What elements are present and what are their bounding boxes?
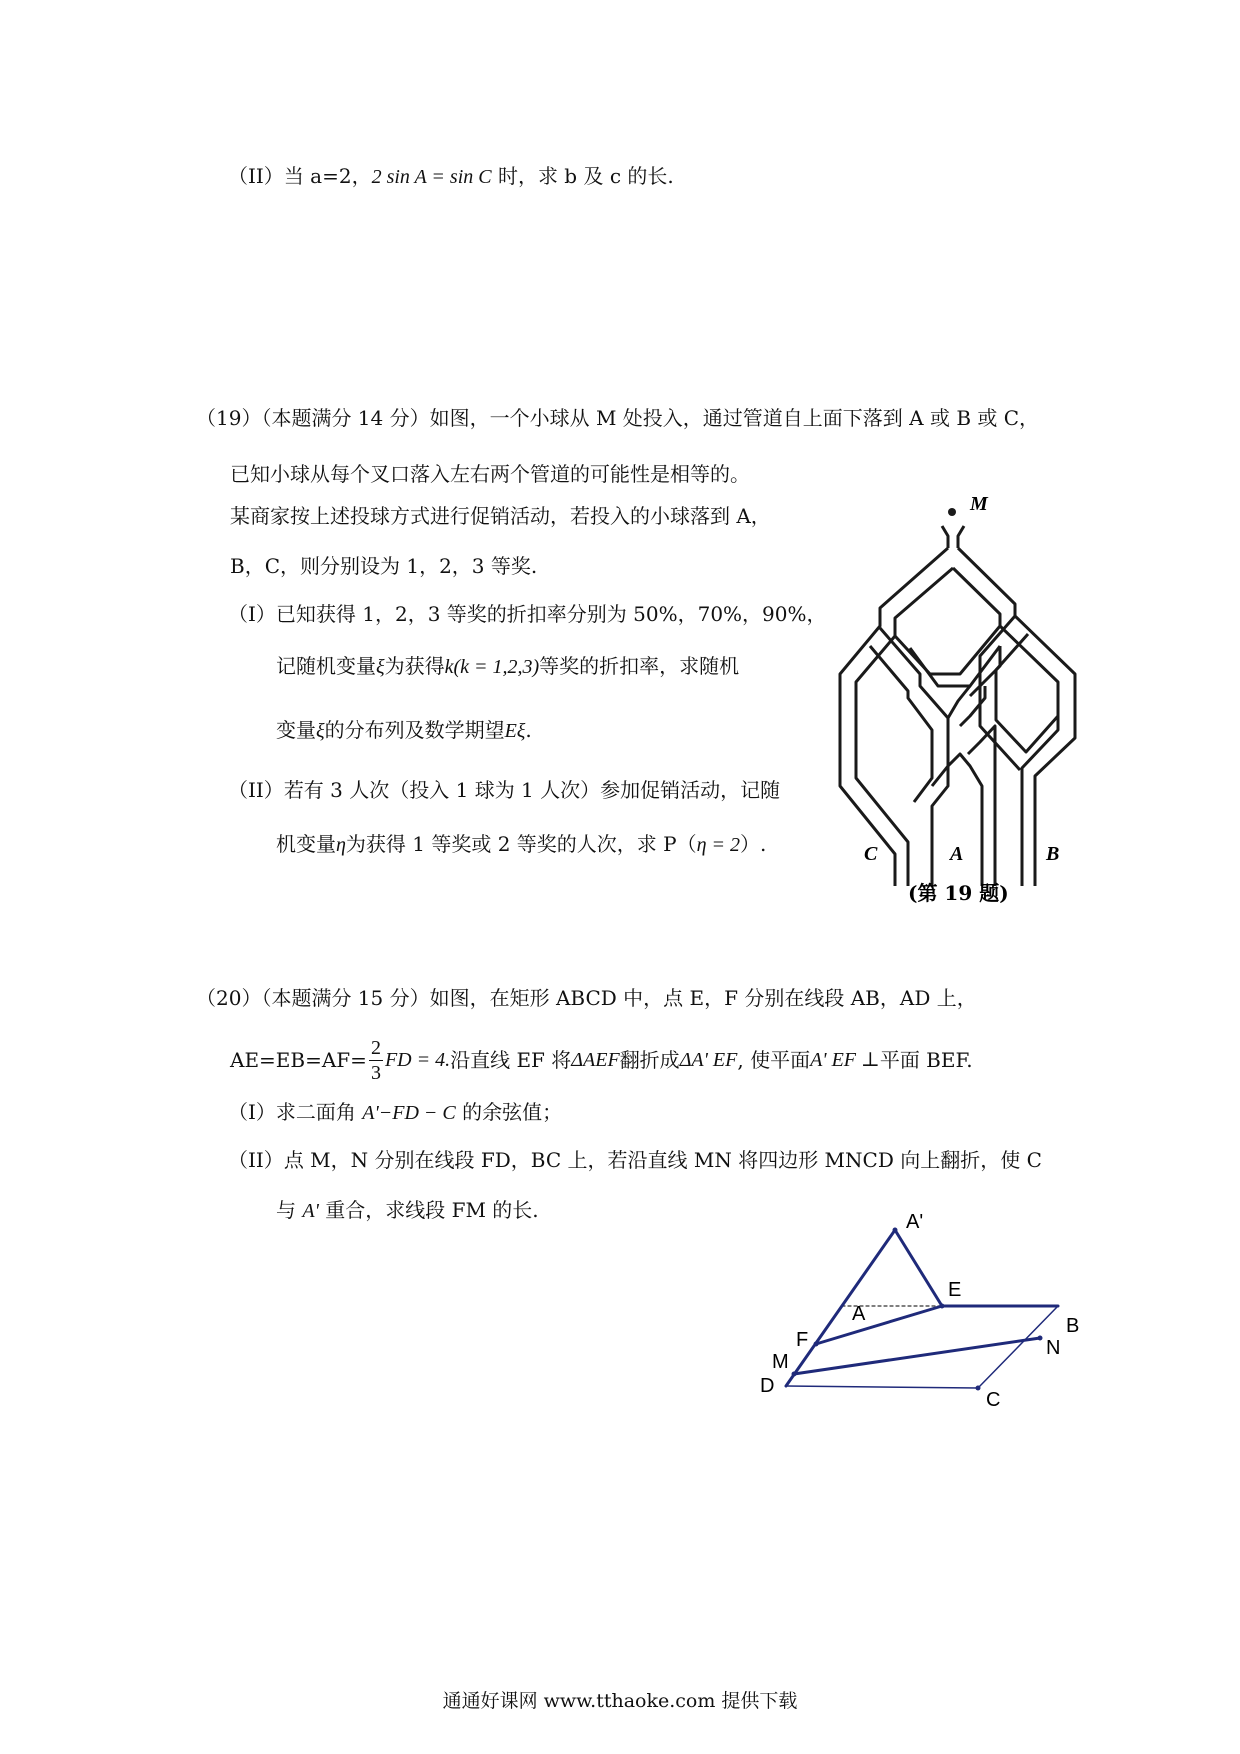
pipe-inlet-right bbox=[958, 526, 964, 548]
q20-part1-b: 的余弦值； bbox=[455, 1100, 563, 1124]
label-e: E bbox=[948, 1279, 962, 1301]
q20-part1 bbox=[228, 1098, 562, 1127]
q20-line2-c: 翻折成 bbox=[619, 1048, 680, 1072]
pipe-center-a bbox=[948, 686, 970, 718]
q19-header-text: （本题满分 14 分）如图，一个小球从 M 处投入，通过管道自上面下落到 A 或 B 或 C， bbox=[261, 406, 1040, 430]
q19-part2-line1-text: 若有 3 人次（投入 1 球为 1 人次）参加促销活动，记随 bbox=[283, 778, 781, 802]
label-c: C bbox=[986, 1389, 1001, 1411]
q20-header bbox=[196, 984, 977, 1012]
edge-aprime-e bbox=[895, 1230, 942, 1306]
q19-xi-symbol-2: ξ bbox=[316, 720, 325, 742]
prev-part2-label: （II） bbox=[228, 164, 284, 188]
pipe-inlet-left bbox=[942, 526, 948, 548]
edge-ef bbox=[816, 1306, 942, 1344]
q19-part2-line1 bbox=[228, 776, 780, 804]
q19-part1-line2-c: 等奖的折扣率，求随机 bbox=[539, 654, 740, 678]
q20-header-text: （本题满分 15 分）如图，在矩形 ABCD 中，点 E，F 分别在线段 AB，AD 上， bbox=[261, 986, 977, 1010]
label-b: B bbox=[1066, 1315, 1080, 1337]
q20-line2-a: AE=EB=AF= bbox=[230, 1048, 367, 1072]
q19-xi-symbol: ξ bbox=[376, 656, 385, 678]
q19-line4: B，C，则分别设为 1，2，3 等奖. bbox=[230, 554, 538, 578]
label-a: A bbox=[852, 1303, 866, 1325]
pipe-center-down bbox=[932, 754, 982, 886]
figure-19-caption: (第 19 题) bbox=[908, 881, 1009, 905]
q20-part2-line1-text: 点 M，N 分别在线段 FD，BC 上，若沿直线 MN 将四边形 MNCD 向上翻折，使 C bbox=[283, 1148, 1042, 1172]
label-b: B bbox=[1046, 843, 1060, 865]
point-e bbox=[940, 1304, 945, 1309]
q20-line2-fd: FD = 4. bbox=[384, 1049, 451, 1071]
q20-part2-line2-b: 重合，求线段 FM 的长. bbox=[318, 1198, 539, 1222]
prev-part2-text-a: 当 a=2， bbox=[283, 164, 372, 188]
point-m bbox=[792, 1372, 797, 1377]
q19-eta-symbol: η bbox=[336, 834, 346, 856]
q19-k-range: k(k = 1,2,3) bbox=[444, 656, 540, 678]
q19-part2-line2 bbox=[276, 830, 766, 859]
q20-frac-den: 3 bbox=[370, 1061, 381, 1084]
q20-line2-tri1: ΔAEF bbox=[571, 1049, 620, 1071]
q19-part2-line2-b: 为获得 1 等奖或 2 等奖的人次，求 P（ bbox=[345, 832, 697, 856]
q19-part1-line2-a: 记随机变量 bbox=[276, 654, 376, 678]
q19-part1-line1-text: 已知获得 1，2，3 等奖的折扣率分别为 50%，70%，90%， bbox=[275, 602, 827, 626]
q20-fraction bbox=[369, 1036, 383, 1085]
point-aprime bbox=[893, 1228, 898, 1233]
edge-mn bbox=[794, 1338, 1040, 1374]
q19-part1-line3-b: 的分布列及数学期望 bbox=[324, 718, 505, 742]
q20-number: （20） bbox=[196, 986, 262, 1010]
q20-part1-angle: A'−FD − C bbox=[362, 1102, 456, 1124]
label-a: A bbox=[950, 843, 964, 865]
prev-part2-text-b: 时，求 b 及 c 的长. bbox=[491, 164, 674, 188]
q19-part2-label: （II） bbox=[228, 778, 284, 802]
q20-line2-tri2: ΔA' EF bbox=[679, 1049, 738, 1071]
label-n: N bbox=[1046, 1337, 1061, 1359]
q20-line2-b: 沿直线 EF 将 bbox=[450, 1048, 572, 1072]
q20-frac-num: 2 bbox=[370, 1036, 381, 1059]
label-m: M bbox=[772, 1351, 789, 1373]
page-footer: 通通好课网 www.tthaoke.com 提供下载 bbox=[442, 1690, 798, 1712]
q20-line2 bbox=[230, 1030, 973, 1090]
q19-header bbox=[196, 404, 1039, 432]
q19-line3: 某商家按上述投球方式进行促销活动，若投入的小球落到 A， bbox=[230, 504, 771, 528]
q19-part1-line3-a: 变量 bbox=[276, 718, 316, 742]
label-d: D bbox=[760, 1375, 775, 1397]
point-c bbox=[976, 1386, 981, 1391]
label-c: C bbox=[864, 843, 878, 865]
q19-part1-line3-c: . bbox=[525, 718, 532, 742]
q19-pipe-figure bbox=[820, 486, 1100, 916]
pipe-inner-left bbox=[856, 568, 953, 886]
q20-part1-label: （I） bbox=[228, 1100, 276, 1124]
q19-part1-line2-b: 为获得 bbox=[384, 654, 445, 678]
q19-eta-condition: η = 2 bbox=[696, 834, 741, 856]
q19-part1-line2 bbox=[276, 652, 739, 681]
q20-part2-line2 bbox=[276, 1196, 539, 1225]
q19-part1-line3 bbox=[276, 716, 532, 745]
q20-part2-line1 bbox=[228, 1146, 1042, 1174]
q19-part1-label: （I） bbox=[228, 602, 276, 626]
prev-part2 bbox=[228, 162, 674, 191]
prev-part2-formula: 2 sin A = sin C bbox=[371, 166, 492, 188]
label-m: M bbox=[970, 493, 988, 515]
q20-part1-a: 求二面角 bbox=[275, 1100, 363, 1124]
edge-cd bbox=[786, 1386, 978, 1388]
q20-line2-e: 平面 BEF. bbox=[879, 1048, 973, 1072]
label-aprime: A' bbox=[906, 1211, 924, 1233]
q20-part2-label: （II） bbox=[228, 1148, 284, 1172]
q19-part2-line2-a: 机变量 bbox=[276, 832, 336, 856]
q20-part2-line2-ap: A' bbox=[302, 1200, 319, 1222]
pipe-inner-right bbox=[953, 568, 1058, 886]
q20-line2-d: , 使平面 bbox=[737, 1048, 811, 1072]
q19-part1-line1 bbox=[228, 600, 827, 628]
point-f bbox=[814, 1342, 819, 1347]
q19-expectation: Eξ bbox=[504, 720, 526, 742]
label-f: F bbox=[796, 1329, 809, 1351]
drop-point-m bbox=[948, 508, 956, 516]
q19-part2-line2-c: ）. bbox=[740, 832, 767, 856]
q20-part2-line2-a: 与 bbox=[276, 1198, 303, 1222]
q20-geometry-figure bbox=[730, 1200, 1090, 1420]
q20-line2-plane: A' EF ⊥ bbox=[810, 1049, 880, 1071]
q19-number: （19） bbox=[196, 406, 262, 430]
pipe-left-lower-inner bbox=[870, 646, 932, 802]
q19-line2: 已知小球从每个叉口落入左右两个管道的可能性是相等的。 bbox=[230, 462, 750, 486]
point-n bbox=[1038, 1336, 1043, 1341]
